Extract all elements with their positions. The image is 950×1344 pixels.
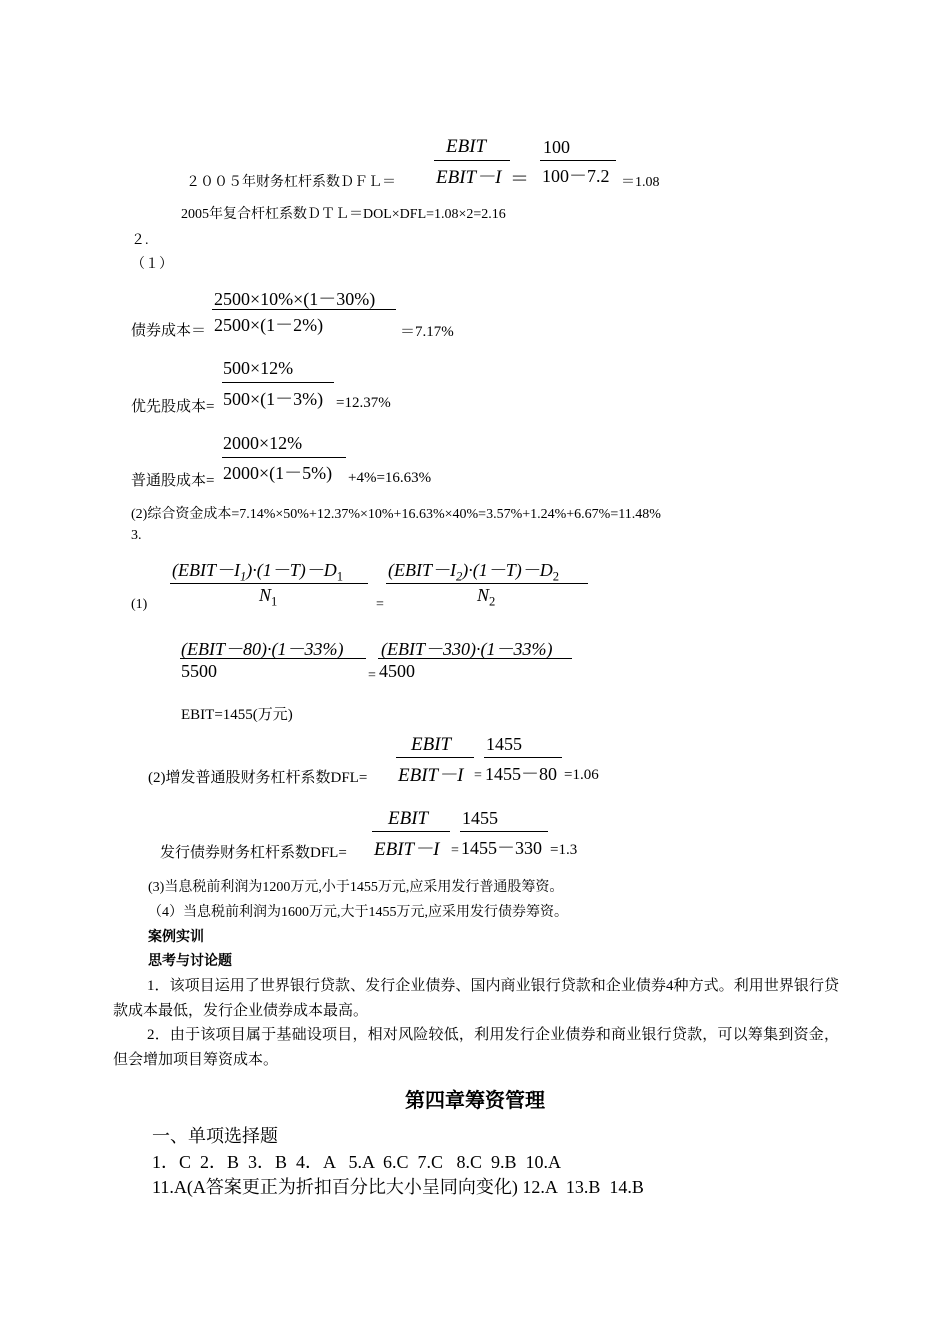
- fraction-bar: [540, 160, 616, 161]
- answers-line-1: 1．C 2．B 3．B 4．A 5.A 6.C 7.C 8.C 9.B 10.A: [152, 1152, 562, 1172]
- eps-formula-3-numerator: (EBIT－80)·(1－33%): [181, 639, 344, 659]
- dfl-common-denominator: EBIT－I: [398, 765, 464, 786]
- fraction-bar: [222, 382, 334, 383]
- eps-formula-1-denominator: $N_1$: [259, 585, 278, 609]
- dfl-denominator: EBIT－I: [436, 167, 502, 188]
- section-3-heading: 3.: [131, 528, 142, 543]
- dfl-bond-denominator: EBIT－I: [374, 839, 440, 860]
- section-2-heading: ２.: [131, 233, 149, 248]
- fraction-bar: [222, 457, 346, 458]
- fraction-bar: [484, 757, 562, 758]
- equals-sign: =: [376, 597, 384, 612]
- dfl-label: ２００５年财务杠杆系数ＤＦＬ＝: [186, 175, 396, 190]
- case-paragraph-1: 1．该项目运用了世界银行贷款、发行企业债券、国内商业银行贷款和企业债券4种方式。利用世界银行贷款成本最低，发行企业债券成本最高。: [113, 978, 839, 1019]
- eps-formula-2-numerator: $(EBIT-I_2)\cdot(1-T)-D_2$: [388, 560, 560, 584]
- equals-sign: ＝: [510, 169, 530, 190]
- dfl-common-value-denominator: 1455－80: [485, 764, 557, 784]
- ebit-result-line: EBIT=1455(万元): [181, 707, 293, 723]
- preferred-cost-numerator: 500×12%: [223, 358, 294, 378]
- equals-sign: =: [451, 843, 459, 858]
- dfl-bond-value-numerator: 1455: [462, 808, 498, 828]
- common-cost-result: +4%=16.63%: [348, 470, 432, 486]
- dfl-bond-value-denominator: 1455－330: [461, 838, 542, 858]
- dfl-bond-result: =1.3: [550, 842, 578, 858]
- equals-sign: =: [474, 768, 482, 783]
- fraction-bar: [180, 658, 366, 659]
- eps-formula-2-denominator: $N_2$: [477, 585, 496, 609]
- case-paragraph-2: 2．由于该项目属于基础设项目，相对风险较低，利用发行企业债券和商业银行贷款，可以筹集到资金，但会增加项目筹资成本。: [113, 1027, 839, 1068]
- bond-cost-denominator: 2500×(1－2%): [214, 315, 324, 335]
- preferred-cost-result: =12.37%: [336, 395, 391, 411]
- fraction-bar: [372, 831, 450, 832]
- conclusion-4: （4）当息税前利润为1600万元,大于1455万元,应采用发行债券筹资。: [148, 905, 568, 920]
- fraction-bar: [378, 658, 572, 659]
- fraction-bar: [212, 309, 396, 310]
- answers-line-2: 11.A(A答案更正为折扣百分比大小呈同向变化) 12.A 13.B 14.B: [152, 1177, 644, 1197]
- common-cost-denominator: 2000×(1－5%): [223, 463, 333, 483]
- eps-formula-1-numerator: $(EBIT-I_1)\cdot(1-T)-D_1$: [172, 560, 344, 584]
- eps-formula-4-denominator: 4500: [379, 661, 415, 681]
- eps-formula-4-numerator: (EBIT－330)·(1－33%): [381, 639, 553, 659]
- dfl-common-label: (2)增发普通股财务杠杆系数DFL=: [148, 770, 368, 786]
- section-3-sub1: (1): [131, 597, 148, 612]
- dfl-bond-numerator: EBIT: [388, 808, 429, 829]
- dfl-common-result: =1.06: [564, 767, 599, 783]
- equals-sign: =: [368, 668, 376, 683]
- dfl-common-numerator: EBIT: [411, 734, 452, 755]
- bond-cost-numerator: 2500×10%×(1－30%): [214, 289, 376, 309]
- bond-cost-label: 债券成本＝: [131, 323, 207, 339]
- common-cost-label: 普通股成本=: [131, 473, 215, 489]
- section-heading-single-choice: 一、单项选择题: [152, 1126, 278, 1146]
- case-heading: 案例实训: [148, 929, 204, 945]
- dfl-numerator: EBIT: [446, 136, 487, 157]
- dtl-line: 2005年复合杆杠系数ＤＴＬ＝DOL×DFL=1.08×2=2.16: [181, 207, 506, 222]
- bond-cost-result: ＝7.17%: [400, 324, 454, 340]
- dfl-result: ＝1.08: [621, 175, 660, 190]
- section-2-sub1: （１）: [131, 257, 173, 272]
- common-cost-numerator: 2000×12%: [223, 433, 303, 453]
- preferred-cost-denominator: 500×(1－3%): [223, 389, 324, 409]
- dfl-value-numerator: 100: [543, 137, 570, 157]
- fraction-bar: [386, 583, 588, 584]
- conclusion-3: (3)当息税前利润为1200万元,小于1455万元,应采用发行普通股筹资。: [148, 880, 564, 895]
- preferred-cost-label: 优先股成本=: [131, 399, 215, 415]
- chapter-title: 第四章筹资管理: [405, 1088, 545, 1112]
- fraction-bar: [460, 831, 548, 832]
- dfl-value-denominator: 100－7.2: [542, 166, 610, 186]
- wacc-line: (2)综合资金成本=7.14%×50%+12.37%×10%+16.63%×40%=3.57%+1.24%+6.67%=11.48%: [131, 507, 661, 522]
- dfl-common-value-numerator: 1455: [486, 734, 522, 754]
- fraction-bar: [396, 757, 474, 758]
- fraction-bar: [434, 160, 510, 161]
- dfl-bond-label: 发行债券财务杠杆系数DFL=: [160, 845, 347, 861]
- eps-formula-3-denominator: 5500: [181, 661, 217, 681]
- case-subheading: 思考与讨论题: [148, 953, 232, 969]
- fraction-bar: [170, 583, 368, 584]
